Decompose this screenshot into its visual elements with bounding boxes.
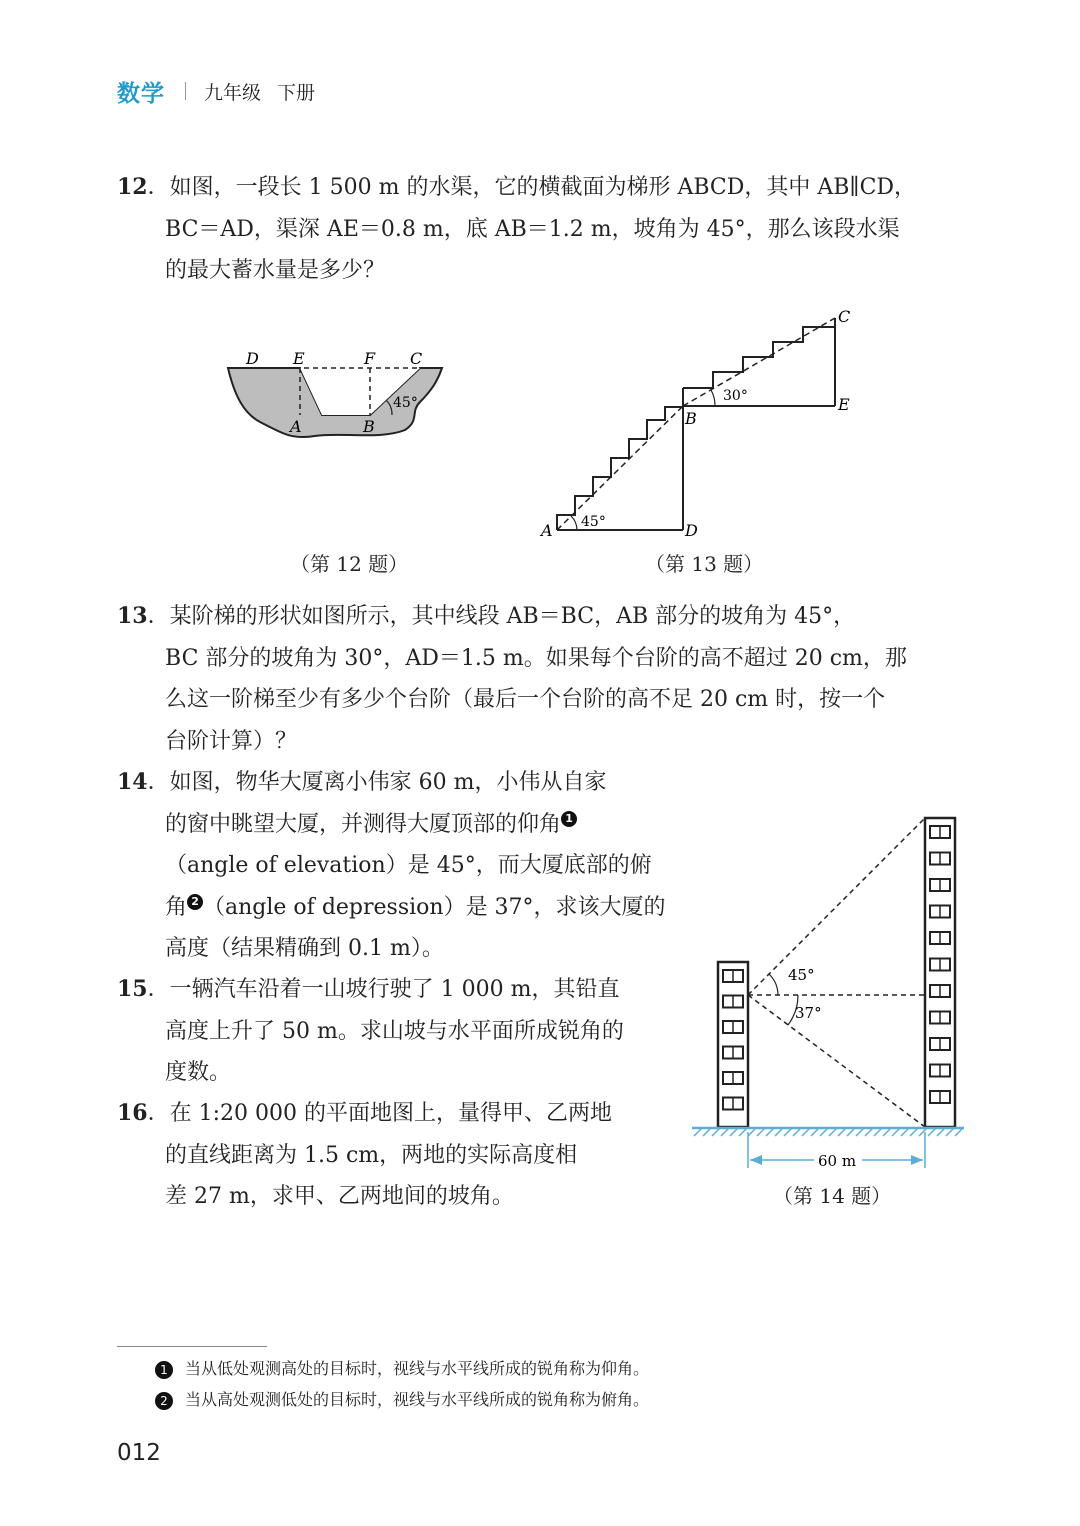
line-bc-dashed (683, 318, 835, 406)
label-e: E (293, 349, 305, 368)
distance-label: 60 m (818, 1152, 857, 1170)
figure-13-caption: （第 13 题） (645, 552, 764, 576)
q12-text-1: ．如图，一段长 1 500 m 的水渠，它的横截面为梯形 ABCD，其中 AB∥CD， (147, 175, 917, 200)
footnote-2-text: 当从高处观测低处的目标时，视线与水平线所成的锐角称为俯角。 (185, 1390, 650, 1409)
sight-line-up (748, 818, 925, 995)
label-f: F (364, 349, 376, 368)
q13-line-1 (117, 596, 977, 638)
stairs-lower (557, 388, 683, 530)
footnote-1 (155, 1356, 649, 1379)
figure-13-stairs (535, 300, 865, 545)
footnote-divider (117, 1346, 267, 1347)
q14-line-2 (117, 804, 677, 846)
footnote-1-text: 当从低处观测高处的目标时，视线与水平线所成的锐角称为仰角。 (185, 1359, 650, 1378)
q14-text-2: 的窗中眺望大厦，并测得大厦顶部的仰角 (165, 811, 562, 837)
question-12 (117, 167, 977, 292)
question-15 (117, 969, 677, 1094)
label-b: B (363, 417, 375, 436)
q13-line-2: BC 部分的坡角为 30°，AD＝1.5 m。如果每个台阶的高不超过 20 cm，那 (165, 645, 907, 671)
header-grade: 九年级 (204, 81, 262, 104)
q14-text-1: ．如图，物华大厦离小伟家 60 m，小伟从自家 (147, 770, 607, 795)
question-14 (117, 762, 677, 970)
label-c: C (410, 349, 423, 368)
label-b: B (685, 409, 697, 428)
angle-arc-45 (769, 974, 778, 995)
header-volume: 下册 (277, 81, 316, 104)
q12-number: 12 (117, 174, 148, 200)
q15-line-2: 高度上升了 50 m。求山坡与水平面所成锐角的 (165, 1018, 624, 1044)
angle-45-label: 45° (393, 395, 418, 411)
q16-line-1 (117, 1093, 677, 1135)
figure-12-canal (220, 340, 450, 445)
q16-line-2: 的直线距离为 1.5 cm，两地的实际高度相 (165, 1142, 578, 1168)
sight-line-down (748, 995, 925, 1127)
q15-number: 15 (117, 976, 148, 1002)
label-a: A (541, 521, 553, 540)
q16-line-3: 差 27 m，求甲、乙两地间的坡角。 (165, 1184, 514, 1209)
label-c: C (838, 307, 851, 326)
question-16 (117, 1093, 677, 1218)
page-header (117, 74, 315, 108)
dim-arrow-left (750, 1155, 762, 1165)
angle-45-label: 45° (788, 966, 815, 984)
q16-number: 16 (117, 1100, 148, 1126)
angle-37-label: 37° (795, 1004, 822, 1022)
q14-text-4a: 角 (165, 894, 188, 920)
figure-14-buildings (690, 810, 970, 1170)
q14-line-3: （angle of elevation）是 45°，而大厦底部的俯 (165, 853, 652, 878)
q14-line-5: 高度（结果精确到 0.1 m）。 (165, 936, 444, 961)
q12-line-3: 的最大蓄水量是多少？ (165, 258, 386, 283)
q14-text-4b: （angle of depression）是 37°，求该大厦的 (203, 894, 666, 920)
label-d: D (685, 521, 698, 540)
header-divider (185, 82, 186, 100)
q15-line-1 (117, 969, 677, 1011)
page-number: 012 (117, 1440, 161, 1466)
figure-12-caption: （第 12 题） (290, 552, 409, 576)
label-a: A (290, 417, 302, 436)
q13-number: 13 (117, 603, 148, 629)
figure-14-caption: （第 14 题） (773, 1184, 892, 1208)
q14-line-1 (117, 762, 677, 804)
q14-number: 14 (117, 769, 148, 795)
footnote-mark-2: 2 (155, 1392, 173, 1410)
question-13 (117, 596, 977, 762)
q12-line-1 (117, 167, 977, 209)
q14-line-4 (117, 887, 677, 929)
footnote-ref-2: 2 (187, 894, 203, 910)
footnote-ref-1: 1 (561, 811, 577, 827)
header-subject: 数学 (117, 80, 165, 107)
dim-arrow-right (911, 1155, 923, 1165)
footnote-2 (155, 1387, 649, 1410)
q13-line-4: 台阶计算）？ (165, 728, 298, 754)
angle-arc-30 (711, 390, 715, 406)
footnote-mark-1: 1 (155, 1361, 173, 1379)
angle-30-label: 30° (723, 388, 748, 404)
q15-line-3: 度数。 (165, 1060, 232, 1085)
q15-text-1: ．一辆汽车沿着一山坡行驶了 1 000 m，其铅直 (147, 977, 620, 1002)
stairs-upper (683, 318, 835, 388)
label-d: D (246, 349, 259, 368)
q12-line-2: BC＝AD，渠深 AE＝0.8 m，底 AB＝1.2 m，坡角为 45°，那么该段水渠 (165, 216, 900, 242)
angle-45-label: 45° (581, 514, 606, 530)
label-e: E (838, 395, 850, 414)
q13-line-3: 么这一阶梯至少有多少个台阶（最后一个台阶的高不足 20 cm 时，按一个 (165, 687, 886, 712)
angle-arc-45 (571, 516, 577, 530)
q13-text-1: ．某阶梯的形状如图所示，其中线段 AB＝BC，AB 部分的坡角为 45°， (147, 604, 856, 629)
q16-text-1: ．在 1:20 000 的平面地图上，量得甲、乙两地 (147, 1101, 613, 1126)
